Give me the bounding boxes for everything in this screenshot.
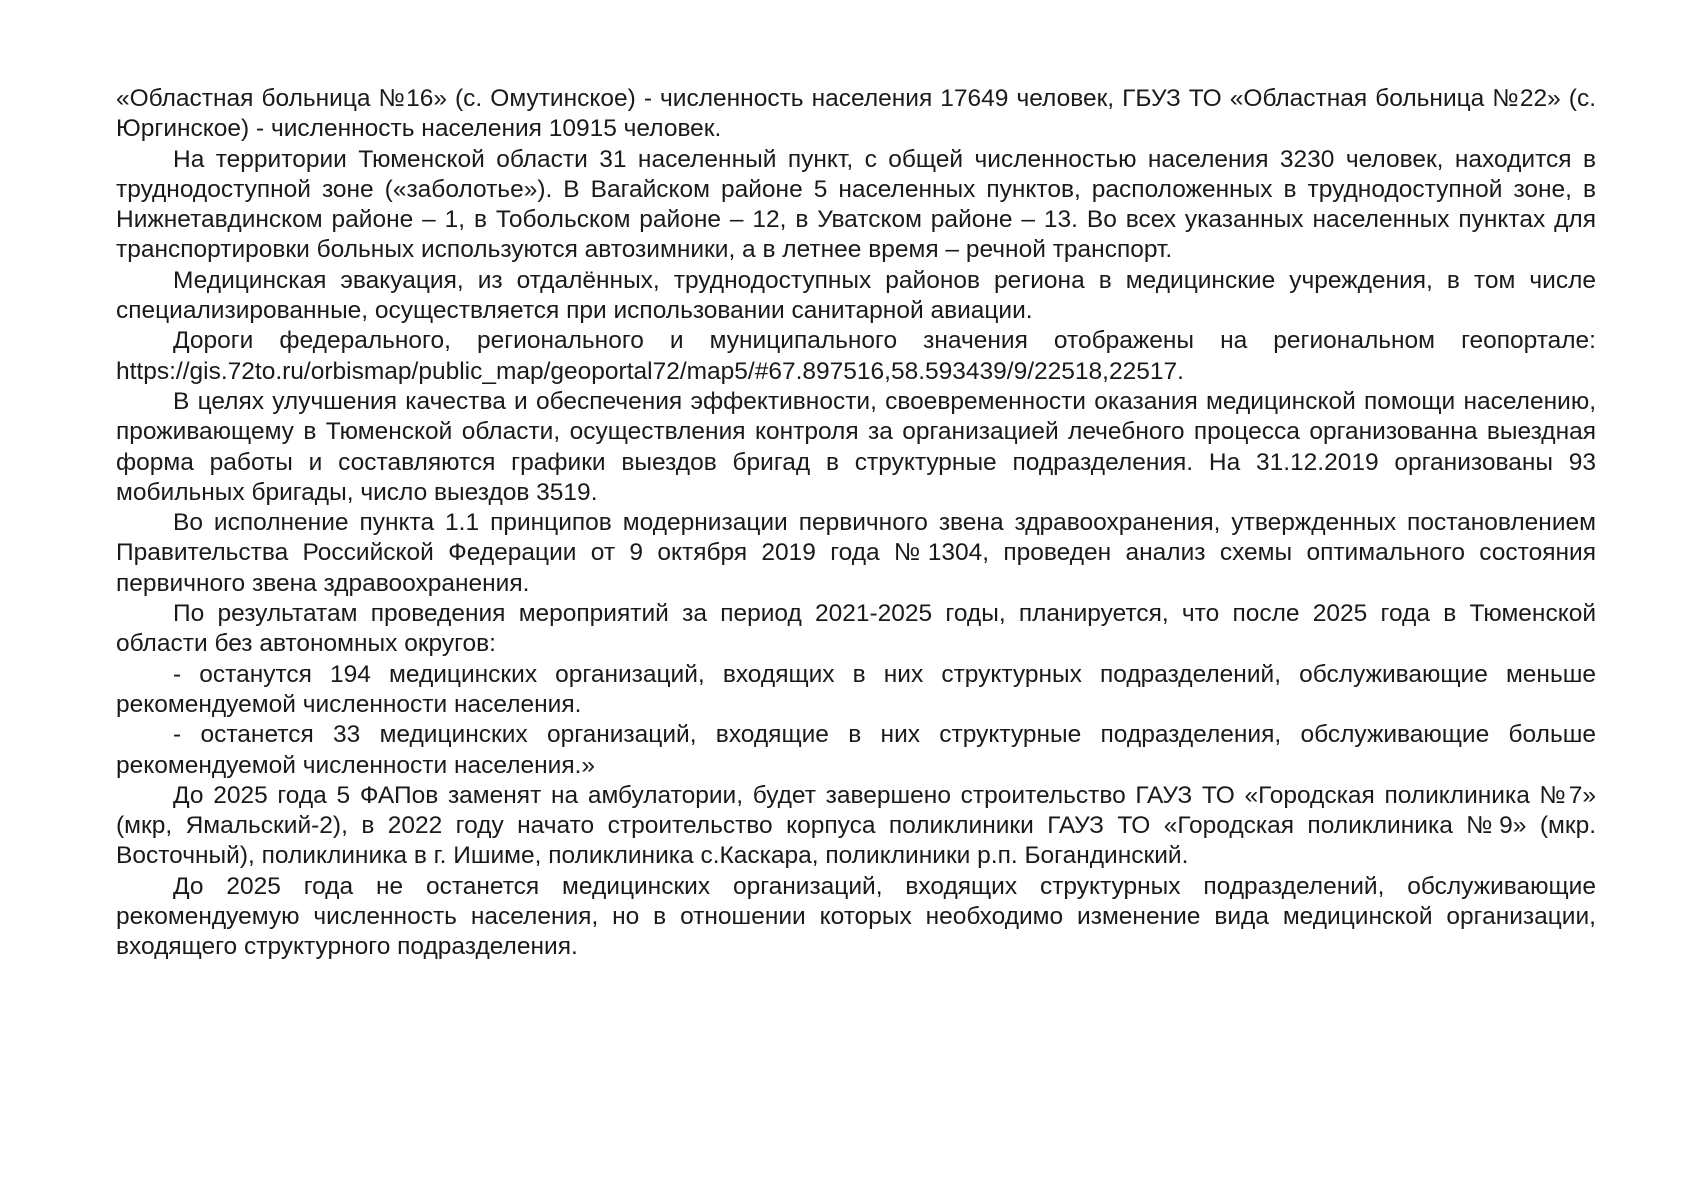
list-item-remaining-33: - останется 33 медицинских организаций, входящие в них структурные подразделения, обслуживающие больше рекомендуемой численности населения.» (116, 721, 1596, 779)
paragraph-no-type-change: До 2025 года не останется медицинских организаций, входящих структурных подразделений, обслуживающие рекомендуемую численность населения, но в отношении которых необходимо изменение вида медицинской организации, входящего структурного подразделения. (116, 872, 1596, 961)
paragraph-hospitals-population: «Областная больница №16» (с. Омутинское) - численность населения 17649 человек, ГБУЗ ТО «Областная больница №22» (с. Юргинское) - численность населения 10915 человек. (116, 85, 1596, 143)
paragraph-construction-plans: До 2025 года 5 ФАПов заменят на амбулатории, будет завершено строительство ГАУЗ ТО «Городская поликлиника №7» (мкр, Ямальский-2), в 2022 году начато строительство корпуса поликлиники ГАУЗ ТО «Городская поликлиника №9» (мкр. Восточный), поликлиника в г. Ишиме, поликлиника с.Каскара, поликлиники р.п. Богандинский. (116, 781, 1596, 870)
document-page (116, 84, 1596, 963)
paragraph-modernization-analysis: Во исполнение пункта 1.1 принципов модернизации первичного звена здравоохранения, утвержденных постановлением Правительства Российской Федерации от 9 октября 2019 года №1304, проведен анализ схемы оптимального состояния первичного звена здравоохранения. (116, 509, 1596, 597)
paragraph-results-2025: По результатам проведения мероприятий за период 2021-2025 годы, планируется, что после 2025 года в Тюменской области без автономных округов: (116, 600, 1596, 658)
paragraph-remote-settlements: На территории Тюменской области 31 населенный пункт, с общей численностью населения 3230 человек, находится в труднодоступной зоне («заболотье»). В Вагайском районе 5 населенных пунктов, расположенных в труднодоступной зоне, в Нижнетавдинском районе – 1, в Тобольском районе – 12, в Уватском районе – 13. Во всех указанных населенных пунктах для транспортировки больных используются автозимники, а в летнее время – речной транспорт. (116, 145, 1596, 264)
paragraph-roads-geoportal: Дороги федерального, регионального и муниципального значения отображены на региональном геопортале: https://gis.72to.ru/orbismap/public_map/geoportal72/map5/#67.897516,58.593439/9/22518,22517. (116, 327, 1596, 385)
paragraph-mobile-brigades: В целях улучшения качества и обеспечения эффективности, своевременности оказания медицинской помощи населению, проживающему в Тюменской области, осуществления контроля за организацией лечебного процесса организованна выездная форма работы и составляются графики выездов бригад в структурные подразделения. На 31.12.2019 организованы 93 мобильных бригады, число выездов 3519. (116, 387, 1596, 506)
paragraph-medical-evacuation: Медицинская эвакуация, из отдалённых, труднодоступных районов региона в медицинские учреждения, в том числе специализированные, осуществляется при использовании санитарной авиации. (116, 266, 1596, 325)
list-item-remaining-194: - останутся 194 медицинских организаций, входящих в них структурных подразделений, обслуживающие меньше рекомендуемой численности населения. (116, 660, 1596, 718)
